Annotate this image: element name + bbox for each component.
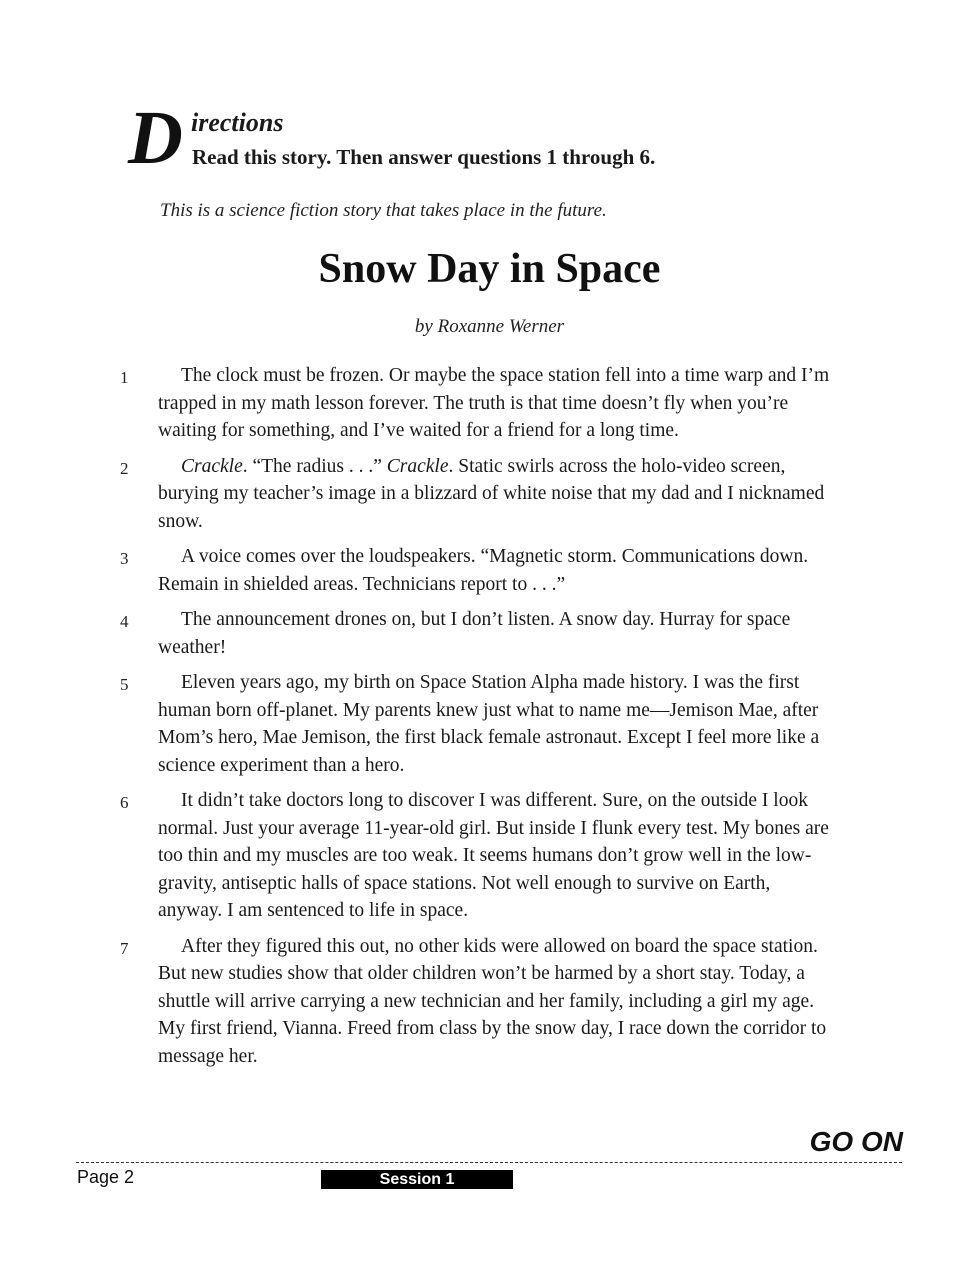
story-body: [100, 362, 860, 1078]
paragraph-text: It didn’t take doctors long to discover I was different. Sure, on the outside I look normal. Just your average 11-year-old girl. But inside I flunk every test. My bones are too thin and my muscles are too weak. It seems humans don’t grow well in the low-gravity, antiseptic halls of space stations. Not well enough to survive on Earth, anyway. I am sentenced to life in space.: [158, 790, 829, 921]
go-on-label: GO ON: [809, 1126, 903, 1157]
paragraph-number: 7: [120, 938, 129, 958]
paragraph-text: The clock must be frozen. Or maybe the space station fell into a time warp and I’m trapped in my math lesson forever. The truth is that time doesn’t fly when you’re waiting for something, and I’ve waited for a friend for a long time.: [158, 365, 830, 441]
sound-effect-crackle-2: Crackle: [386, 455, 449, 477]
paragraph-number: 3: [120, 549, 129, 568]
paragraph-text: A voice comes over the loudspeakers. “Magnetic storm. Communications down. Remain in shielded areas. Technicians report to . . .”: [158, 546, 809, 595]
paragraph-text: Eleven years ago, my birth on Space Station Alpha made history. I was the first human born off-planet. My parents knew just what to name me—Jemison Mae, after Mom’s hero, Mae Jemison, the first black female astronaut. Except I feel more like a science experiment than a hero.: [158, 672, 820, 776]
paragraph-number: 1: [120, 368, 129, 387]
session-badge: Session 1: [321, 1170, 513, 1189]
story-intro: This is a science fiction story that takes place in the future.: [160, 200, 607, 221]
paragraph-7: [100, 933, 860, 1071]
directions-header: [128, 96, 848, 180]
paragraph-number: 5: [120, 675, 129, 694]
paragraph-1: [100, 362, 860, 445]
paragraph-number: 6: [120, 793, 129, 812]
footer-divider: [76, 1162, 902, 1163]
paragraph-number: 2: [120, 458, 129, 478]
page-number: Page 2: [77, 1167, 135, 1187]
paragraph-4: [100, 606, 860, 661]
paragraph-6: [100, 787, 860, 925]
paragraph-2: [100, 453, 860, 536]
story-title: Snow Day in Space: [318, 246, 661, 292]
paragraph-3: [100, 543, 860, 598]
directions-instruction: Read this story. Then answer questions 1 through 6.: [192, 145, 656, 169]
directions-drop-cap: D: [128, 96, 183, 180]
story-byline: by Roxanne Werner: [414, 316, 565, 337]
paragraph-text: The announcement drones on, but I don’t listen. A snow day. Hurray for space weather!: [158, 609, 791, 658]
paragraph-number: 4: [120, 612, 129, 631]
paragraph-text: After they figured this out, no other kids were allowed on board the space station. But new studies show that older children won’t be harmed by a short stay. Today, a shuttle will arrive carrying a new technician and her family, including a girl my age. My first friend, Vianna. Freed from class by the snow day, I race down the corridor to message her.: [158, 935, 827, 1067]
sound-effect-crackle: Crackle: [181, 455, 243, 477]
paragraph-5: [100, 669, 860, 779]
paragraph-text: [158, 453, 838, 536]
directions-heading: irections: [191, 108, 284, 137]
teacher-quote: . “The radius . . .”: [242, 455, 387, 477]
paragraph-text-rest: . Static swirls across the holo-video screen, burying my teacher’s image in a blizzard of white noise that my dad and I nicknamed snow.: [158, 455, 825, 532]
